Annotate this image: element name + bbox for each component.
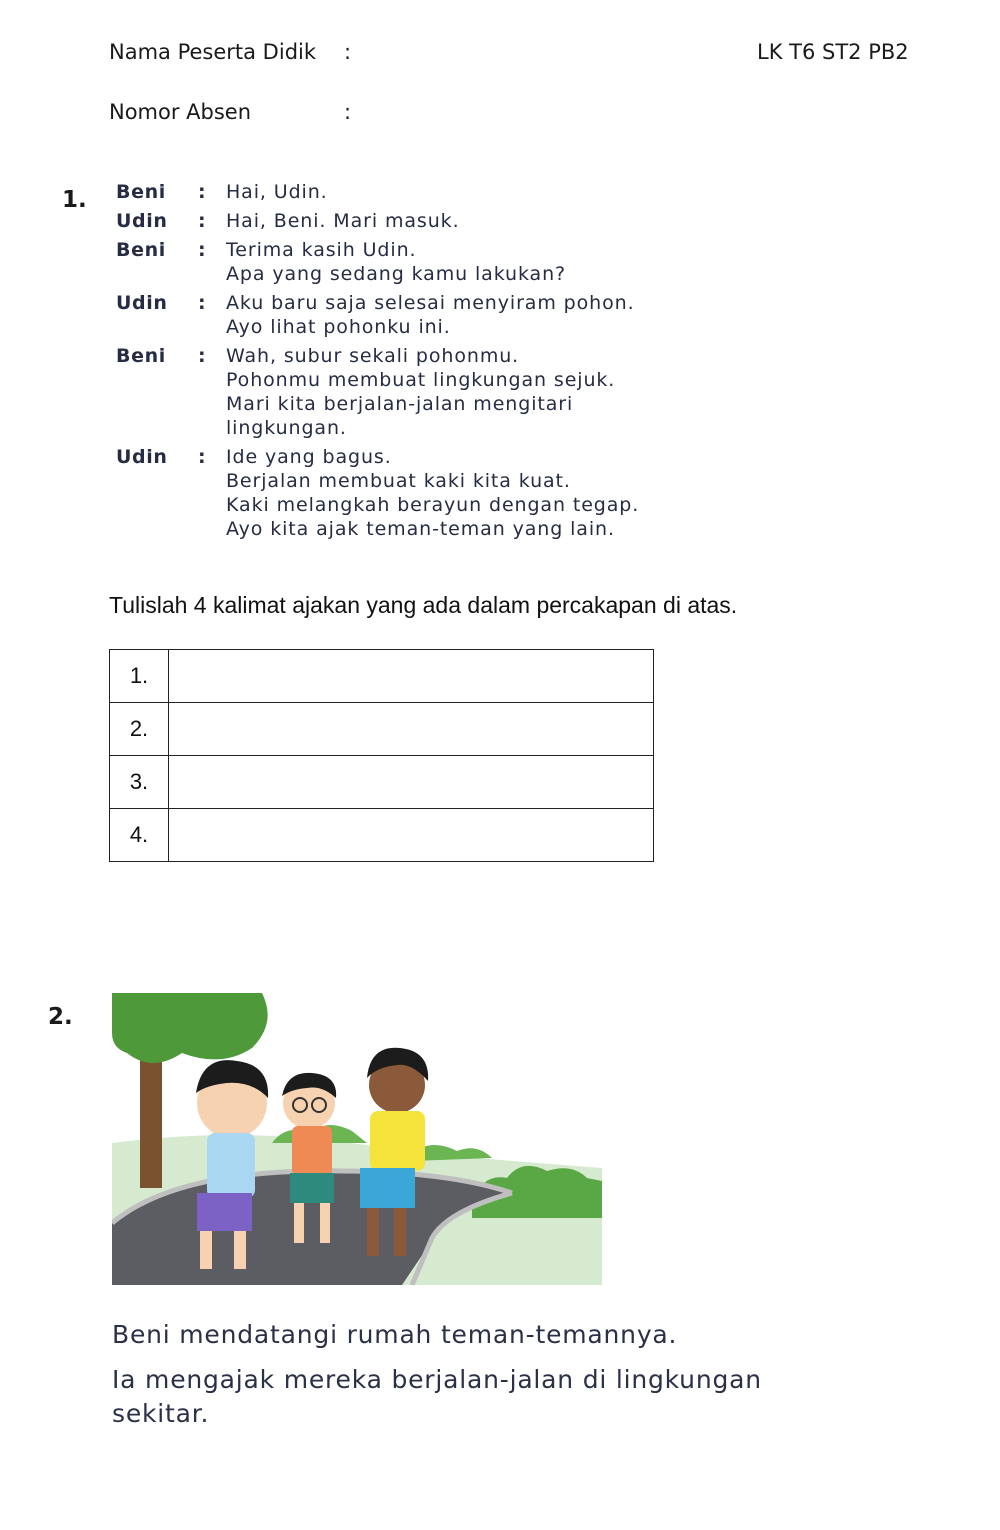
children-walking-illustration bbox=[112, 993, 602, 1285]
absen-colon: : bbox=[344, 100, 352, 124]
name-label: Nama Peserta Didik bbox=[109, 40, 317, 64]
dialog-line: Hai, Udin. bbox=[226, 181, 328, 203]
speaker-colon: : bbox=[198, 345, 206, 367]
caption-line-2: Ia mengajak mereka berjalan-jalan di lingkungan bbox=[112, 1365, 762, 1394]
dialog-turn bbox=[116, 344, 816, 440]
dialog-turn bbox=[116, 209, 816, 233]
table-row bbox=[110, 650, 654, 703]
dialog-line: Ayo kita ajak teman-teman yang lain. bbox=[226, 518, 615, 540]
speaker-colon: : bbox=[198, 181, 206, 203]
dialog-line: Aku baru saja selesai menyiram pohon. bbox=[226, 292, 635, 314]
answer-cell[interactable] bbox=[169, 703, 654, 756]
absen-label: Nomor Absen bbox=[109, 100, 252, 124]
answer-table bbox=[109, 649, 654, 862]
dialog-line: Terima kasih Udin. bbox=[226, 239, 417, 261]
caption-line-3: sekitar. bbox=[112, 1399, 210, 1428]
speaker: Udin bbox=[116, 210, 168, 232]
speaker: Beni bbox=[116, 239, 166, 261]
row-number: 3. bbox=[110, 756, 169, 809]
instruction-text: Tulislah 4 kalimat ajakan yang ada dalam percakapan di atas. bbox=[109, 592, 738, 618]
question-1-number: 1. bbox=[62, 187, 87, 213]
dialog-line: Pohonmu membuat lingkungan sejuk. bbox=[226, 369, 616, 391]
answer-cell[interactable] bbox=[169, 809, 654, 862]
dialog-line: Ide yang bagus. bbox=[226, 446, 392, 468]
dialog-turn bbox=[116, 238, 816, 286]
dialog-line: Mari kita berjalan-jalan mengitari bbox=[226, 393, 574, 415]
dialog-line: Kaki melangkah berayun dengan tegap. bbox=[226, 494, 640, 516]
speaker: Udin bbox=[116, 292, 168, 314]
speaker: Udin bbox=[116, 446, 168, 468]
dialog bbox=[116, 180, 816, 546]
row-number: 4. bbox=[110, 809, 169, 862]
row-number: 1. bbox=[110, 650, 169, 703]
table-row bbox=[110, 809, 654, 862]
answer-cell[interactable] bbox=[169, 650, 654, 703]
worksheet-code: LK T6 ST2 PB2 bbox=[757, 40, 909, 64]
speaker-colon: : bbox=[198, 210, 206, 232]
table-row bbox=[110, 756, 654, 809]
dialog-turn bbox=[116, 180, 816, 204]
name-colon: : bbox=[344, 40, 352, 64]
speaker-colon: : bbox=[198, 239, 206, 261]
answer-cell[interactable] bbox=[169, 756, 654, 809]
dialog-line: Hai, Beni. Mari masuk. bbox=[226, 210, 460, 232]
dialog-line: Ayo lihat pohonku ini. bbox=[226, 316, 451, 338]
speaker-colon: : bbox=[198, 292, 206, 314]
dialog-turn bbox=[116, 445, 816, 541]
dialog-line: Berjalan membuat kaki kita kuat. bbox=[226, 470, 571, 492]
dialog-line: Wah, subur sekali pohonmu. bbox=[226, 345, 520, 367]
speaker: Beni bbox=[116, 345, 166, 367]
question-2-number: 2. bbox=[48, 1004, 73, 1030]
speaker-colon: : bbox=[198, 446, 206, 468]
speaker: Beni bbox=[116, 181, 166, 203]
dialog-turn bbox=[116, 291, 816, 339]
table-row bbox=[110, 703, 654, 756]
dialog-line: Apa yang sedang kamu lakukan? bbox=[226, 263, 567, 285]
dialog-line: lingkungan. bbox=[226, 417, 347, 439]
caption-line-1: Beni mendatangi rumah teman-temannya. bbox=[112, 1320, 678, 1349]
row-number: 2. bbox=[110, 703, 169, 756]
